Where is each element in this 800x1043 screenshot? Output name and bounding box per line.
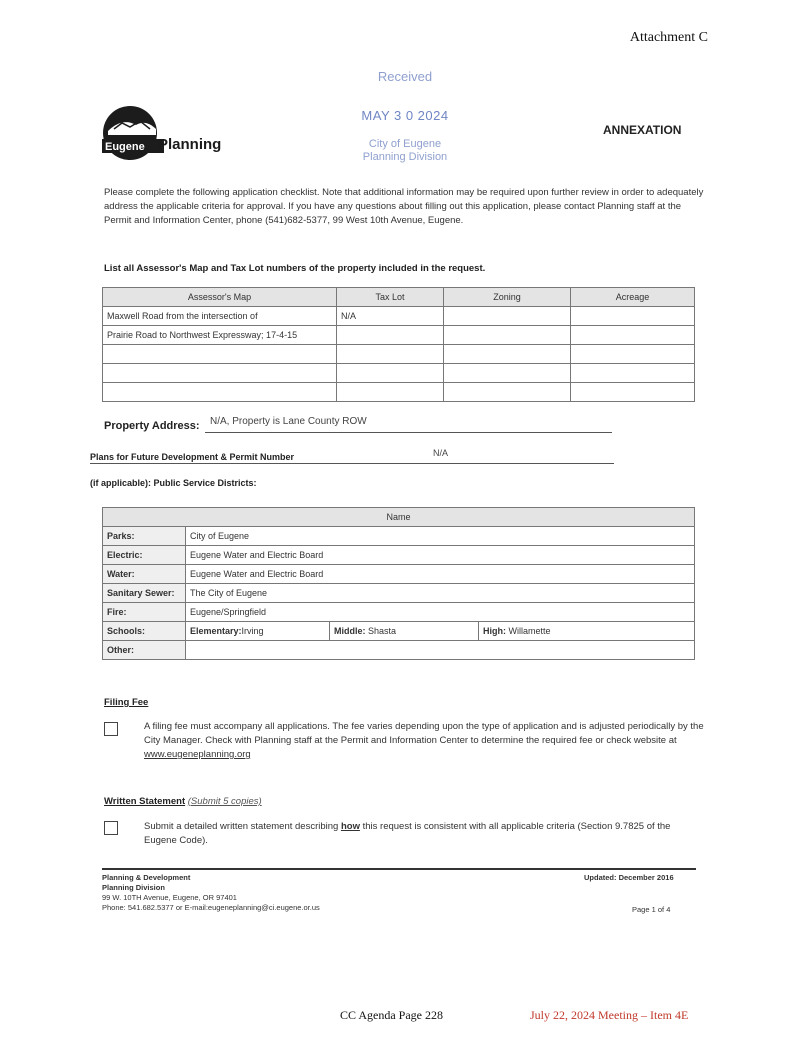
footer-line4: Phone: 541.682.5377 or E-mail:eugeneplanning@ci.eugene.or.us xyxy=(102,903,320,912)
table-row xyxy=(103,527,695,546)
cell-zoning xyxy=(444,326,571,345)
filing-fee-body: A filing fee must accompany all applications. The fee varies depending upon the type of application and is adjusted periodically by the City Manager. Check with Planning staff at the Permit and Information Center to determine the required fee or check website at xyxy=(144,721,704,746)
written-text-after: this request is consistent with all applicable criteria (Section 9.7825 of the Eugene Code). xyxy=(144,821,671,846)
cell-taxlot xyxy=(337,345,444,364)
written-text-before: Submit a detailed written statement describing xyxy=(144,821,341,832)
psd-value-sewer: The City of Eugene xyxy=(186,584,695,603)
cell-map: Maxwell Road from the intersection of xyxy=(103,307,337,326)
public-service-districts-label: (if applicable): Public Service Districts: xyxy=(90,478,257,488)
psd-value-fire: Eugene/Springfield xyxy=(186,603,695,622)
written-statement-title: Written Statement xyxy=(104,796,186,807)
footer-updated: Updated: December 2016 xyxy=(584,873,674,882)
header-acreage: Acreage xyxy=(571,288,695,307)
cell-map xyxy=(103,345,337,364)
assessor-map-table xyxy=(102,287,695,402)
written-statement-text xyxy=(144,820,704,848)
psd-key-electric: Electric: xyxy=(103,546,186,565)
received-stamp: Received xyxy=(377,69,433,84)
received-city xyxy=(300,138,510,164)
table-row xyxy=(103,345,695,364)
header-tax-lot: Tax Lot xyxy=(337,288,444,307)
property-address-underline xyxy=(205,432,612,433)
psd-elementary xyxy=(186,622,330,641)
cell-acreage xyxy=(571,345,695,364)
public-service-districts-table xyxy=(102,507,695,660)
logo-planning-text: Planning xyxy=(158,136,222,153)
header-name: Name xyxy=(103,508,695,527)
cell-acreage xyxy=(571,383,695,402)
document-title: ANNEXATION xyxy=(603,123,682,137)
cell-taxlot xyxy=(337,364,444,383)
psd-key-other: Other: xyxy=(103,641,186,660)
footer-page-number: Page 1 of 4 xyxy=(632,905,671,914)
psd-key-water: Water: xyxy=(103,565,186,584)
table-row xyxy=(103,603,695,622)
psd-value-water: Eugene Water and Electric Board xyxy=(186,565,695,584)
received-city-line2: Planning Division xyxy=(362,151,448,163)
eugene-planning-link[interactable]: www.eugeneplanning.org xyxy=(144,749,251,760)
plans-label: Plans for Future Development & Permit Number xyxy=(90,452,295,462)
written-statement-heading xyxy=(104,796,262,807)
cc-agenda-page: CC Agenda Page 228 xyxy=(340,1008,443,1022)
written-statement-checkbox[interactable] xyxy=(104,821,118,835)
table-row xyxy=(103,641,695,660)
table-row xyxy=(103,546,695,565)
table-header-row xyxy=(103,508,695,527)
header-zoning: Zoning xyxy=(444,288,571,307)
footer-line1: Planning & Development xyxy=(102,873,191,882)
written-statement-subtitle: (Submit 5 copies) xyxy=(187,796,262,807)
psd-value-parks: City of Eugene xyxy=(186,527,695,546)
filing-fee-text xyxy=(144,720,704,762)
logo-eugene-text: Eugene xyxy=(105,141,145,153)
cell-zoning xyxy=(444,307,571,326)
table-row xyxy=(103,565,695,584)
footer-contact xyxy=(102,873,320,913)
table-row xyxy=(103,326,695,345)
cell-taxlot xyxy=(337,383,444,402)
table-header-row xyxy=(103,288,695,307)
header-assessors-map: Assessor's Map xyxy=(103,288,337,307)
received-date: MAY 3 0 2024 xyxy=(361,108,449,123)
table-row xyxy=(103,364,695,383)
attachment-label: Attachment C xyxy=(629,30,708,45)
cell-zoning xyxy=(444,383,571,402)
table-row xyxy=(103,307,695,326)
middle-label: Middle: xyxy=(334,626,366,636)
high-value: Willamette xyxy=(508,626,551,636)
psd-value-electric: Eugene Water and Electric Board xyxy=(186,546,695,565)
elementary-value: Irving xyxy=(241,626,264,636)
filing-fee-checkbox[interactable] xyxy=(104,722,118,736)
property-address-label: Property Address: xyxy=(104,420,200,432)
elementary-label: Elementary: xyxy=(190,626,242,636)
footer-divider xyxy=(102,868,696,870)
cell-map: Prairie Road to Northwest Expressway; 17-4-15 xyxy=(103,326,337,345)
intro-paragraph: Please complete the following application checklist. Note that additional information may be required upon further review in order to adequately address the applicable criteria for approval. If you have any questions about filling out this application, please contact Planning staff at the Permit and Information Center, phone (541)682-5377, 99 West 10th Avenue, Eugene. xyxy=(104,187,704,226)
cell-taxlot: N/A xyxy=(337,307,444,326)
table-row xyxy=(103,383,695,402)
table-row xyxy=(103,584,695,603)
psd-key-sewer: Sanitary Sewer: xyxy=(103,584,186,603)
cell-zoning xyxy=(444,345,571,364)
psd-key-schools: Schools: xyxy=(103,622,186,641)
table-row xyxy=(103,622,695,641)
psd-key-parks: Parks: xyxy=(103,527,186,546)
eugene-logo-icon xyxy=(100,105,164,161)
psd-high xyxy=(479,622,695,641)
meeting-label: July 22, 2024 Meeting – Item 4E xyxy=(530,1008,689,1022)
middle-value: Shasta xyxy=(368,626,397,636)
written-text-emphasis: how xyxy=(340,821,360,832)
plans-value: N/A xyxy=(433,448,449,458)
footer-line3: 99 W. 10TH Avenue, Eugene, OR 97401 xyxy=(102,893,237,902)
psd-middle xyxy=(330,622,479,641)
cell-acreage xyxy=(571,326,695,345)
cell-taxlot xyxy=(337,326,444,345)
psd-key-fire: Fire: xyxy=(103,603,186,622)
psd-value-other xyxy=(186,641,695,660)
footer-line2: Planning Division xyxy=(102,883,165,892)
high-label: High: xyxy=(483,626,506,636)
list-heading: List all Assessor's Map and Tax Lot numbers of the property included in the request. xyxy=(104,263,486,274)
plans-underline xyxy=(90,463,614,464)
property-address-value: N/A, Property is Lane County ROW xyxy=(210,416,367,427)
cell-map xyxy=(103,364,337,383)
filing-fee-heading: Filing Fee xyxy=(104,697,149,708)
cell-map xyxy=(103,383,337,402)
cell-zoning xyxy=(444,364,571,383)
received-city-line1: City of Eugene xyxy=(368,138,442,150)
cell-acreage xyxy=(571,364,695,383)
cell-acreage xyxy=(571,307,695,326)
